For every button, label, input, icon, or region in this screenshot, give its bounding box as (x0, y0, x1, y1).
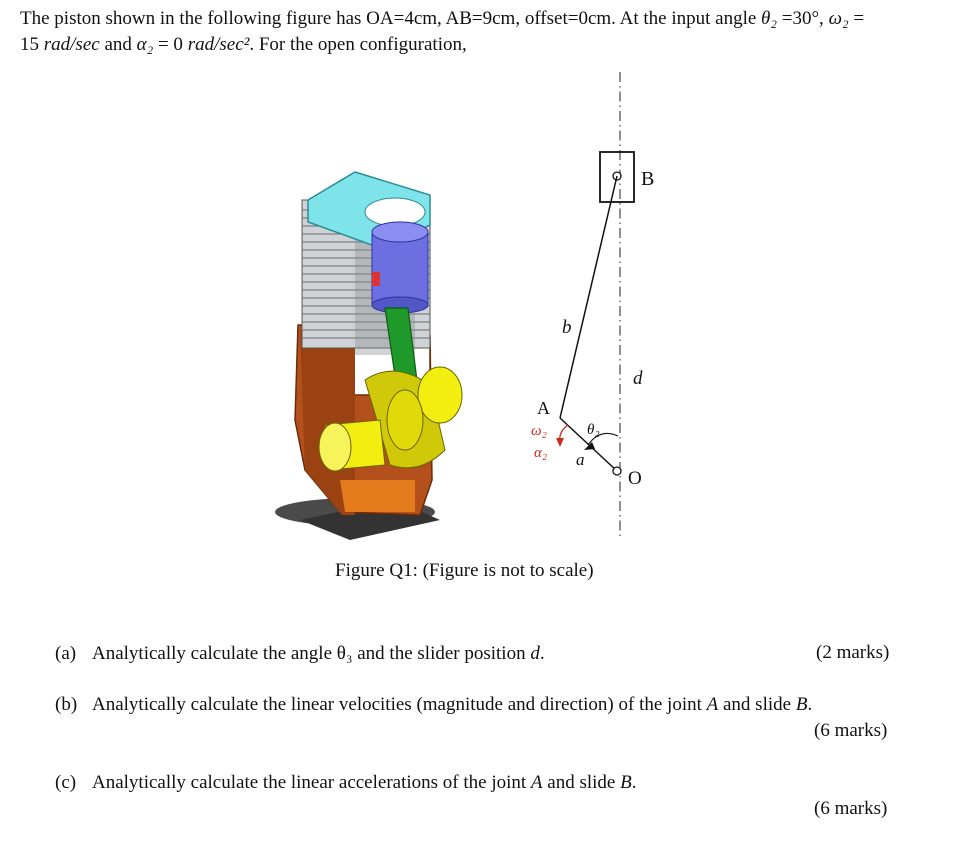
label-d: d (633, 368, 643, 389)
omega-unit: rad/sec (43, 34, 100, 55)
question-c-marks: (6 marks) (814, 798, 888, 819)
intro-line1-end: = (848, 8, 865, 29)
question-a-end: . (539, 643, 545, 664)
question-a-var: d (530, 643, 540, 664)
label-B: B (641, 168, 655, 190)
alpha2-symbol: α₂ (136, 34, 154, 55)
question-b-var-B: B (795, 694, 808, 715)
intro-line1-mid: =30°, (776, 8, 829, 29)
label-O: O (628, 468, 642, 489)
label-theta2: θ₂ (587, 422, 600, 438)
question-c-text: Analytically calculate the linear accelerations of the joint (92, 772, 531, 793)
question-b-mid: and slide (718, 694, 796, 715)
question-a-text: Analytically calculate the angle θ₃ and the slider position (92, 643, 531, 664)
engine-illustration (275, 172, 462, 540)
intro-and: and (99, 34, 137, 55)
label-alpha2: α₂ (534, 445, 548, 461)
question-b-label: (b) (55, 694, 78, 715)
question-b-var-A: A (706, 694, 719, 715)
alpha-unit: rad/sec² (187, 34, 250, 55)
omega-value: 15 (20, 34, 44, 55)
omega2-arrowhead (556, 438, 564, 447)
question-a-label: (a) (55, 643, 77, 664)
question-c (55, 771, 636, 795)
label-A: A (537, 398, 550, 418)
omega2-symbol: ω₂ (828, 8, 849, 29)
question-b-end: . (807, 694, 813, 715)
theta2-symbol: θ₂ (761, 8, 777, 29)
label-omega2: ω₂ (531, 423, 547, 439)
label-a: a (576, 450, 585, 469)
intro-line2-end: . For the open configuration, (249, 34, 467, 55)
question-b-text: Analytically calculate the linear velocities (magnitude and direction) of the joint (92, 694, 707, 715)
alpha-eq: = 0 (153, 34, 188, 55)
question-a (55, 642, 545, 666)
question-c-label: (c) (55, 772, 77, 793)
intro-line1-prefix: The piston shown in the following figure has OA=4cm, AB=9cm, offset=0cm. At the input angle (20, 8, 762, 29)
link-b (560, 176, 617, 418)
question-b-marks: (6 marks) (814, 720, 888, 741)
question-c-var-A: A (530, 772, 543, 793)
question-c-var-B: B (620, 772, 632, 793)
figure-caption: Figure Q1: (Figure is not to scale) (335, 560, 594, 581)
question-c-mid: and slide (542, 772, 621, 793)
piston (372, 222, 428, 313)
label-b: b (562, 317, 572, 338)
question-b (55, 693, 812, 717)
mechanism-schematic (531, 72, 654, 540)
question-c-end: . (631, 772, 637, 793)
pin-O (613, 467, 621, 475)
question-a-marks: (2 marks) (816, 642, 890, 663)
